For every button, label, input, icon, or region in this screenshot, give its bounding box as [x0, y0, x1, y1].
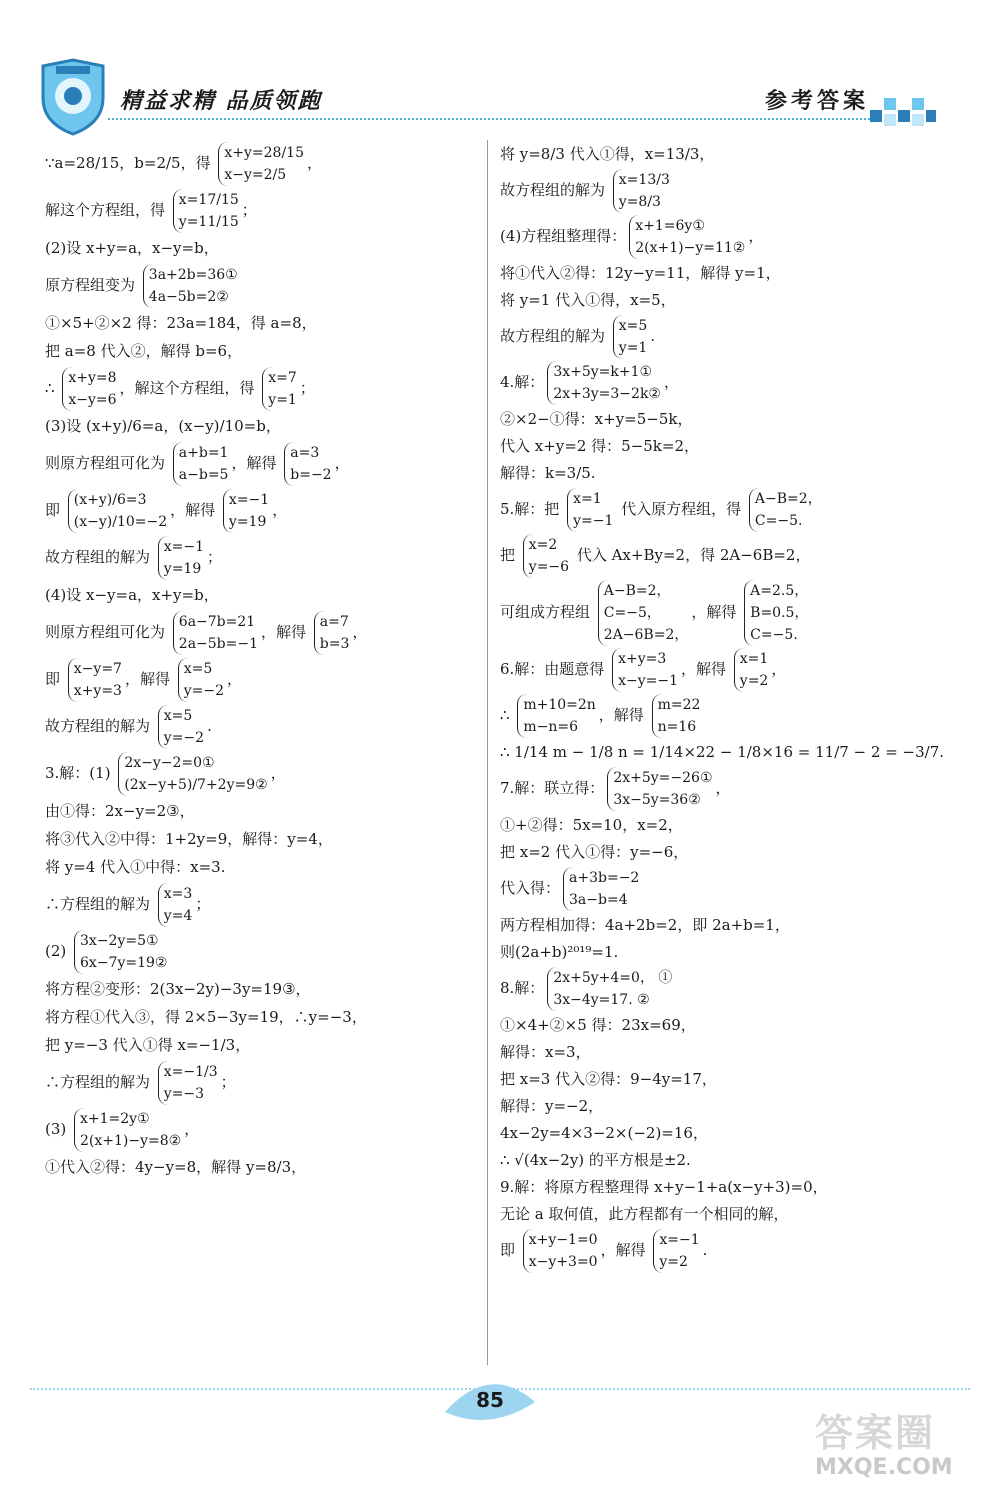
solution-line: 可组成方程组 A−B=2， C=−5， 2A−6B=2， ，解得 A=2.5， B=0.5， C=−5. — [500, 580, 940, 646]
school-crest-icon — [38, 58, 108, 136]
equation-system: x=−1/3 y=−3 — [158, 1061, 218, 1105]
solution-line: 即 x−y=7 x+y=3 ，解得 x=5 y=−2 ， — [45, 658, 485, 702]
solution-line: (3)设 (x+y)/6=a，(x−y)/10=b， — [45, 417, 281, 435]
solution-line: 把 a=8 代入②，解得 b=6， — [45, 342, 243, 360]
equation-system: 2x+5y=−26① 3x−5y=36② — [607, 767, 712, 811]
solution-line: 即 x+y−1=0 x−y+3=0 ，解得 x=−1 y=2 . — [500, 1229, 940, 1273]
solution-line: ①+②得：5x=10，x=2， — [500, 816, 683, 834]
solution-line: 将 y=4 代入①中得：x=3. — [45, 858, 226, 876]
solution-line: ∴ m+10=2n m−n=6 ，解得 m=22 n=16 — [500, 694, 940, 738]
equation-system: 3x−2y=5① 6x−7y=19② — [74, 930, 167, 974]
solution-line: 把 y=−3 代入①得 x=−1/3， — [45, 1036, 251, 1054]
solution-line: 将方程②变形：2(3x−2y)−3y=19③， — [45, 980, 311, 998]
solution-line: 则原方程组可化为 6a−7b=21 2a−5b=−1 ，解得 a=7 b=3 ， — [45, 611, 485, 655]
checker-squares-icon — [868, 90, 938, 130]
column-divider — [487, 140, 488, 1365]
solution-line: 把 x=2 y=−6 代入 Ax+By=2，得 2A−6B=2， — [500, 534, 940, 578]
equation-system: a=3 b=−2 — [284, 442, 331, 486]
page-header — [0, 0, 1000, 140]
solution-line: ∴方程组的解为 x=3 y=4 ； — [45, 883, 485, 927]
solution-line: 把 x=3 代入②得：9−4y=17， — [500, 1070, 717, 1088]
solution-line: ①×5+②×2 得：23a=184，得 a=8， — [45, 314, 317, 332]
solution-line: 9.解：将原方程整理得 x+y−1+a(x−y+3)=0， — [500, 1178, 828, 1196]
equation-system: A=2.5， B=0.5， C=−5. — [744, 580, 808, 646]
equation-system: A−B=2， C=−5， 2A−6B=2， — [598, 580, 689, 646]
equation-system: x=3 y=4 — [158, 883, 193, 927]
solution-line: (3) x+1=2y① 2(x+1)−y=8② ， — [45, 1108, 485, 1152]
solution-line: 6.解：由题意得 x+y=3 x−y=−1 ，解得 x=1 y=2 ， — [500, 648, 940, 692]
equation-system: x+y=3 x−y=−1 — [612, 648, 678, 692]
solution-line: 把 x=2 代入①得：y=−6， — [500, 843, 689, 861]
solution-line: 4.解： 3x+5y=k+1① 2x+3y=3−2k② ， — [500, 361, 940, 405]
solution-line: 8.解： 2x+5y+4=0， ① 3x−4y=17. ② — [500, 967, 940, 1011]
equation-system: (x+y)/6=3 (x−y)/10=−2 — [68, 489, 167, 533]
equation-system: x=2 y=−6 — [523, 534, 569, 578]
equation-system: x=5 y=−2 — [158, 705, 204, 749]
solution-line: 故方程组的解为 x=5 y=1 . — [500, 315, 940, 359]
equation-system: x=5 y=−2 — [178, 658, 224, 702]
solution-line: 将③代入②中得：1+2y=9，解得：y=4， — [45, 830, 333, 848]
equation-system: x+1=6y① 2(x+1)−y=11② — [629, 215, 745, 259]
solution-line: 即 (x+y)/6=3 (x−y)/10=−2 ，解得 x=−1 y=19 ， — [45, 489, 485, 533]
solution-line: 3.解：(1) 2x−y−2=0① (2x−y+5)/7+2y=9② ， — [45, 752, 485, 796]
solution-line: 故方程组的解为 x=13/3 y=8/3 — [500, 169, 940, 213]
solution-line: ①代入②得：4y−y=8，解得 y=8/3， — [45, 1158, 307, 1176]
solution-line: (2)设 x+y=a，x−y=b， — [45, 239, 219, 257]
equation-system: x=−1 y=2 — [653, 1229, 699, 1273]
solution-line: 无论 a 取何值，此方程都有一个相同的解， — [500, 1205, 789, 1223]
equation-system: 6a−7b=21 2a−5b=−1 — [173, 611, 258, 655]
equation-system: m=22 n=16 — [652, 694, 701, 738]
equation-system: m+10=2n m−n=6 — [517, 694, 595, 738]
equation-system: a+3b=−2 3a−b=4 — [563, 867, 639, 911]
solution-line: 解得：y=−2， — [500, 1097, 604, 1115]
header-slogan: 精益求精 品质领跑 — [120, 89, 322, 114]
solution-line: 解这个方程组，得 x=17/15 y=11/15 ； — [45, 189, 485, 233]
equation-system: 2x+5y+4=0， ① 3x−4y=17. ② — [547, 967, 672, 1011]
solution-line: ①×4+②×5 得：23x=69， — [500, 1016, 696, 1034]
solution-line: ∴ x+y=8 x−y=6 ，解这个方程组，得 x=7 y=1 ； — [45, 367, 485, 411]
solution-line: 将①代入②得：12y−y=11，解得 y=1， — [500, 264, 781, 282]
solution-line: 原方程组变为 3a+2b=36① 4a−5b=2② — [45, 264, 485, 308]
equation-system: x+1=2y① 2(x+1)−y=8② — [74, 1108, 181, 1152]
solution-line: 将 y=1 代入①得，x=5， — [500, 291, 676, 309]
solution-line: 代入得： a+3b=−2 3a−b=4 — [500, 867, 940, 911]
equation-system: x=17/15 y=11/15 — [173, 189, 239, 233]
solution-line: 故方程组的解为 x=5 y=−2 . — [45, 705, 485, 749]
equation-system: x=1 y=2 — [734, 648, 769, 692]
equation-system: 2x−y−2=0① (2x−y+5)/7+2y=9② — [118, 752, 267, 796]
solution-line: ②×2−①得：x+y=5−5k， — [500, 410, 693, 428]
equation-system: A−B=2， C=−5. — [749, 488, 822, 532]
equation-system: 3a+2b=36① 4a−5b=2② — [143, 264, 238, 308]
solution-line: (4)设 x−y=a，x+y=b， — [45, 586, 219, 604]
watermark-site: MXQE.COM — [815, 1455, 953, 1480]
solution-line: 解得：k=3/5. — [500, 464, 596, 482]
solution-line: 7.解：联立得： 2x+5y=−26① 3x−5y=36② ， — [500, 767, 940, 811]
solution-line: ∴ √(4x−2y) 的平方根是±2. — [500, 1151, 691, 1169]
solution-line: 5.解：把 x=1 y=−1 代入原方程组，得 A−B=2， C=−5. — [500, 488, 940, 532]
solution-line: 则原方程组可化为 a+b=1 a−b=5 ，解得 a=3 b=−2 ， — [45, 442, 485, 486]
equation-system: x+y=28/15 x−y=2/5 — [218, 142, 304, 186]
solution-line: 故方程组的解为 x=−1 y=19 ； — [45, 536, 485, 580]
solution-line: 解得：x=3， — [500, 1043, 591, 1061]
page-number: 85 — [476, 1388, 504, 1412]
solution-line: ∵a=28/15，b=2/5，得 x+y=28/15 x−y=2/5 ， — [45, 142, 485, 186]
equation-system: x=7 y=1 — [262, 367, 297, 411]
solution-line: 代入 x+y=2 得：5−5k=2， — [500, 437, 700, 455]
solution-line: (2) 3x−2y=5① 6x−7y=19② — [45, 930, 485, 974]
left-column — [45, 140, 485, 1183]
equation-system: x=13/3 y=8/3 — [613, 169, 670, 213]
solution-line: 由①得：2x−y=2③， — [45, 802, 195, 820]
solution-line: ∴ 1/14 m − 1/8 n = 1/14×22 − 1/8×16 = 11/7 − 2 = −3/7. — [500, 743, 945, 761]
solution-line: (4)方程组整理得： x+1=6y① 2(x+1)−y=11② ， — [500, 215, 940, 259]
watermark-logo: 答案圈 — [815, 1411, 936, 1455]
equation-system: a+b=1 a−b=5 — [173, 442, 229, 486]
equation-system: x=−1 y=19 — [158, 536, 204, 580]
solution-line: 则(2a+b)²⁰¹⁹=1. — [500, 943, 619, 961]
equation-system: a=7 b=3 — [314, 611, 350, 655]
right-column — [500, 140, 945, 1275]
solution-line: 两方程相加得：4a+2b=2，即 2a+b=1， — [500, 916, 790, 934]
equation-system: x=−1 y=19 — [223, 489, 269, 533]
equation-system: 3x+5y=k+1① 2x+3y=3−2k② — [547, 361, 661, 405]
solution-line: 4x−2y=4×3−2×(−2)=16， — [500, 1124, 708, 1142]
section-title: 参考答案 — [765, 89, 870, 114]
solution-line: 将方程①代入③，得 2×5−3y=19，∴y=−3， — [45, 1008, 367, 1026]
equation-system: x−y=7 x+y=3 — [68, 658, 122, 702]
equation-system: x=5 y=1 — [613, 315, 648, 359]
solution-line: ∴方程组的解为 x=−1/3 y=−3 ； — [45, 1061, 485, 1105]
equation-system: x+y−1=0 x−y+3=0 — [523, 1229, 598, 1273]
equation-system: x=1 y=−1 — [567, 488, 613, 532]
header-divider — [108, 118, 878, 120]
equation-system: x+y=8 x−y=6 — [62, 367, 116, 411]
solution-line: 将 y=8/3 代入①得，x=13/3， — [500, 145, 715, 163]
